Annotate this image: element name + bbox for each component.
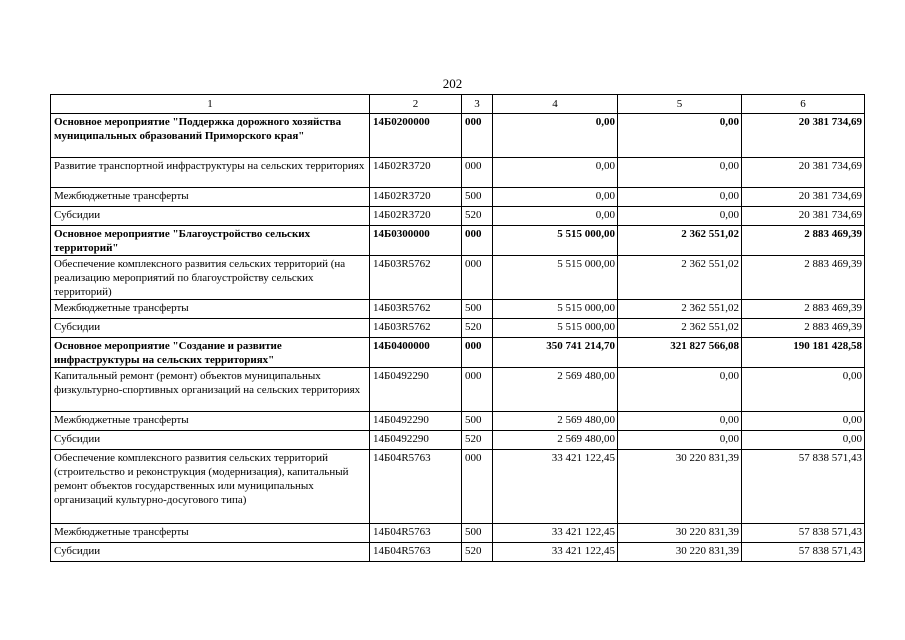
row-value-5-cell: 30 220 831,39 [618,450,742,524]
table-row [51,338,865,368]
row-value-5-cell: 2 362 551,02 [618,256,742,300]
table-row [51,524,865,543]
row-code-cell: 14Б0400000 [370,338,462,368]
row-name-cell: Обеспечение комплексного развития сельских территорий (на реализацию мероприятий по благоустройству сельских территорий) [51,256,370,300]
table-row [51,226,865,256]
row-value-6-cell: 57 838 571,43 [742,543,865,562]
row-code-cell: 14Б03R5762 [370,319,462,338]
row-value-4-cell: 33 421 122,45 [493,543,618,562]
row-value-4-cell: 33 421 122,45 [493,450,618,524]
row-type-cell: 000 [462,114,493,158]
table-row [51,114,865,158]
row-value-5-cell: 0,00 [618,158,742,188]
row-type-cell: 500 [462,524,493,543]
row-name-cell: Субсидии [51,319,370,338]
row-name-cell: Межбюджетные трансферты [51,300,370,319]
row-code-cell: 14Б02R3720 [370,188,462,207]
row-name-cell: Межбюджетные трансферты [51,524,370,543]
row-value-5-cell: 0,00 [618,368,742,412]
row-name-cell: Развитие транспортной инфраструктуры на сельских территориях [51,158,370,188]
row-code-cell: 14Б02R3720 [370,158,462,188]
row-code-cell: 14Б0492290 [370,412,462,431]
header-cell: 1 [51,95,370,114]
row-value-4-cell: 5 515 000,00 [493,256,618,300]
row-value-4-cell: 0,00 [493,207,618,226]
row-name-cell: Основное мероприятие "Поддержка дорожного хозяйства муниципальных образований Приморского края" [51,114,370,158]
row-type-cell: 000 [462,226,493,256]
row-name-cell: Основное мероприятие "Создание и развитие инфраструктуры на сельских территориях" [51,338,370,368]
row-name-cell: Субсидии [51,543,370,562]
row-value-6-cell: 2 883 469,39 [742,226,865,256]
row-value-6-cell: 57 838 571,43 [742,450,865,524]
row-value-6-cell: 0,00 [742,368,865,412]
page-number: 202 [442,76,463,91]
row-code-cell: 14Б03R5762 [370,256,462,300]
header-cell: 2 [370,95,462,114]
row-value-4-cell: 0,00 [493,188,618,207]
row-value-6-cell: 2 883 469,39 [742,300,865,319]
row-value-4-cell: 2 569 480,00 [493,412,618,431]
row-value-5-cell: 30 220 831,39 [618,543,742,562]
row-type-cell: 000 [462,256,493,300]
row-code-cell: 14Б03R5762 [370,300,462,319]
row-value-5-cell: 0,00 [618,207,742,226]
row-value-6-cell: 2 883 469,39 [742,256,865,300]
table-row [51,256,865,300]
row-value-5-cell: 0,00 [618,188,742,207]
row-name-cell: Капитальный ремонт (ремонт) объектов муниципальных физкультурно-спортивных организаций на сельских территориях [51,368,370,412]
row-type-cell: 000 [462,450,493,524]
table-row [51,368,865,412]
row-type-cell: 500 [462,412,493,431]
row-type-cell: 000 [462,338,493,368]
row-name-cell: Субсидии [51,431,370,450]
row-value-5-cell: 30 220 831,39 [618,524,742,543]
row-code-cell: 14Б04R5763 [370,524,462,543]
table-row [51,319,865,338]
table-row [51,431,865,450]
row-value-5-cell: 321 827 566,08 [618,338,742,368]
table-row [51,188,865,207]
row-value-6-cell: 57 838 571,43 [742,524,865,543]
row-name-cell: Обеспечение комплексного развития сельских территорий (строительство и реконструкция (модернизация), капитальный ремонт объектов государственных или муниципальных организаций культурно-досугового типа) [51,450,370,524]
row-value-6-cell: 20 381 734,69 [742,158,865,188]
row-type-cell: 520 [462,207,493,226]
row-type-cell: 520 [462,431,493,450]
row-value-5-cell: 2 362 551,02 [618,300,742,319]
row-code-cell: 14Б0200000 [370,114,462,158]
header-cell: 5 [618,95,742,114]
row-value-5-cell: 2 362 551,02 [618,319,742,338]
row-value-6-cell: 20 381 734,69 [742,114,865,158]
table-row [51,207,865,226]
row-name-cell: Межбюджетные трансферты [51,188,370,207]
row-type-cell: 520 [462,319,493,338]
table-row [51,450,865,524]
table-row [51,300,865,319]
row-value-4-cell: 5 515 000,00 [493,319,618,338]
row-type-cell: 500 [462,300,493,319]
row-value-4-cell: 5 515 000,00 [493,226,618,256]
row-value-4-cell: 2 569 480,00 [493,368,618,412]
row-name-cell: Основное мероприятие "Благоустройство сельских территорий" [51,226,370,256]
row-value-4-cell: 0,00 [493,158,618,188]
row-value-6-cell: 0,00 [742,431,865,450]
row-code-cell: 14Б0492290 [370,431,462,450]
row-value-5-cell: 0,00 [618,412,742,431]
row-name-cell: Межбюджетные трансферты [51,412,370,431]
row-value-6-cell: 0,00 [742,412,865,431]
row-code-cell: 14Б0492290 [370,368,462,412]
row-code-cell: 14Б04R5763 [370,450,462,524]
row-value-5-cell: 0,00 [618,431,742,450]
table-row [51,158,865,188]
row-code-cell: 14Б0300000 [370,226,462,256]
header-cell: 6 [742,95,865,114]
budget-table [50,94,865,562]
row-value-4-cell: 33 421 122,45 [493,524,618,543]
row-type-cell: 000 [462,158,493,188]
row-type-cell: 520 [462,543,493,562]
row-value-6-cell: 20 381 734,69 [742,207,865,226]
header-row [51,95,865,114]
row-value-5-cell: 0,00 [618,114,742,158]
row-type-cell: 500 [462,188,493,207]
row-value-6-cell: 190 181 428,58 [742,338,865,368]
row-value-6-cell: 2 883 469,39 [742,319,865,338]
row-value-5-cell: 2 362 551,02 [618,226,742,256]
row-value-6-cell: 20 381 734,69 [742,188,865,207]
row-value-4-cell: 5 515 000,00 [493,300,618,319]
row-type-cell: 000 [462,368,493,412]
row-code-cell: 14Б02R3720 [370,207,462,226]
header-cell: 3 [462,95,493,114]
row-value-4-cell: 2 569 480,00 [493,431,618,450]
table-row [51,543,865,562]
row-name-cell: Субсидии [51,207,370,226]
row-value-4-cell: 350 741 214,70 [493,338,618,368]
table-row [51,412,865,431]
header-cell: 4 [493,95,618,114]
row-value-4-cell: 0,00 [493,114,618,158]
row-code-cell: 14Б04R5763 [370,543,462,562]
